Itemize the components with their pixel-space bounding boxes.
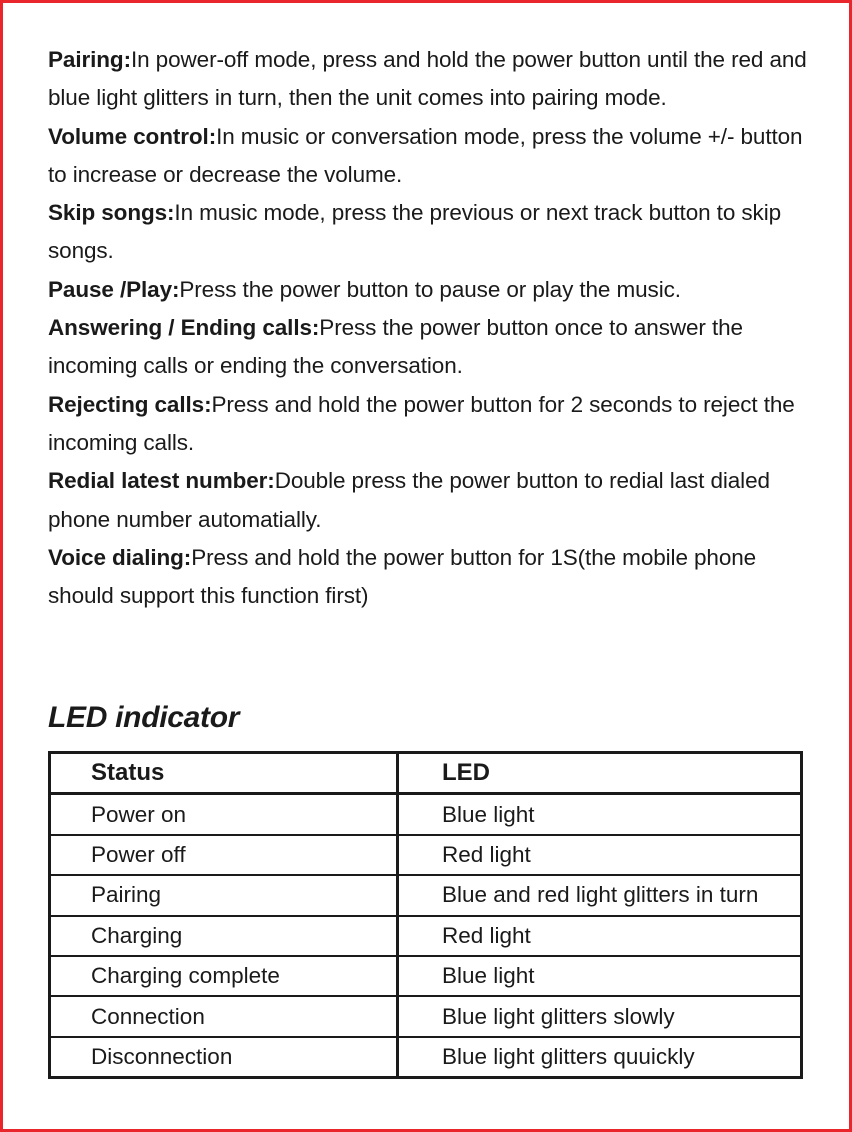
led-cell: Blue light glitters slowly bbox=[398, 996, 802, 1036]
status-cell: Charging complete bbox=[50, 956, 398, 996]
led-cell: Blue light bbox=[398, 794, 802, 835]
instruction-text: In music mode, press the previous or next track button to skip songs. bbox=[48, 200, 782, 264]
instruction-text: Press the power button to pause or play the music. bbox=[179, 276, 681, 302]
instruction-text: Press and hold the power button for 1S(the mobile phone should support this function first) bbox=[48, 544, 757, 609]
instruction-answering-calls bbox=[48, 309, 818, 386]
table-row bbox=[50, 835, 802, 875]
instruction-pairing bbox=[48, 41, 818, 118]
led-cell: Blue and red light glitters in turn bbox=[398, 875, 802, 915]
instructions-list bbox=[48, 41, 818, 615]
status-cell: Connection bbox=[50, 996, 398, 1036]
status-cell: Pairing bbox=[50, 875, 398, 915]
status-column-header: Status bbox=[50, 753, 398, 794]
instruction-skip-songs bbox=[48, 194, 818, 271]
led-cell: Red light bbox=[398, 916, 802, 956]
instruction-term: Volume control: bbox=[48, 123, 217, 149]
instruction-rejecting-calls bbox=[48, 386, 818, 463]
instruction-text: In power-off mode, press and hold the power button until the red and blue light glitters in turn, then the unit comes into pairing mode. bbox=[48, 47, 807, 111]
instruction-term: Redial latest number: bbox=[48, 468, 275, 494]
instruction-redial bbox=[48, 462, 818, 539]
instruction-text: Press the power button once to answer the incoming calls or ending the conversation. bbox=[48, 315, 743, 379]
status-cell: Power off bbox=[50, 835, 398, 875]
instruction-term: Answering / Ending calls: bbox=[48, 315, 320, 341]
instruction-text: Press and hold the power button for 2 seconds to reject the incoming calls. bbox=[48, 391, 795, 455]
led-indicator-table bbox=[48, 751, 803, 1079]
instruction-voice-dialing bbox=[48, 539, 818, 616]
led-cell: Red light bbox=[398, 835, 802, 875]
instruction-volume-control bbox=[48, 118, 818, 195]
instruction-text: In music or conversation mode, press the volume +/- button to increase or decrease the volume. bbox=[48, 123, 803, 187]
led-column-header: LED bbox=[398, 753, 802, 794]
status-cell: Charging bbox=[50, 916, 398, 956]
instruction-term: Pause /Play: bbox=[48, 276, 180, 302]
table-row bbox=[50, 996, 802, 1036]
instruction-term: Skip songs: bbox=[48, 200, 175, 226]
led-cell: Blue light bbox=[398, 956, 802, 996]
instruction-text: Double press the power button to redial last dialed phone number automatially. bbox=[48, 468, 770, 532]
instruction-term: Voice dialing: bbox=[48, 544, 192, 570]
status-cell: Power on bbox=[50, 794, 398, 835]
table-row bbox=[50, 916, 802, 956]
status-cell: Disconnection bbox=[50, 1037, 398, 1078]
instruction-pause-play bbox=[48, 271, 818, 309]
table-row bbox=[50, 875, 802, 915]
led-section-title: LED indicator bbox=[48, 701, 240, 734]
table-row bbox=[50, 956, 802, 996]
table-row bbox=[50, 794, 802, 835]
led-cell: Blue light glitters quuickly bbox=[442, 1043, 695, 1069]
instruction-term: Rejecting calls: bbox=[48, 391, 212, 417]
instruction-term: Pairing: bbox=[48, 47, 131, 72]
table-row bbox=[50, 1037, 802, 1078]
table-header-row bbox=[50, 753, 802, 794]
